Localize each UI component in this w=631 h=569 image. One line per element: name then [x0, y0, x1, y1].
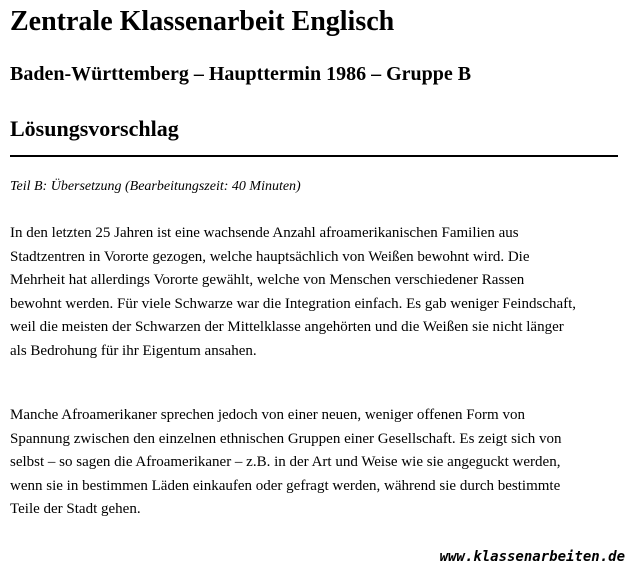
paragraph-line: als Bedrohung für ihr Eigentum ansahen.	[10, 342, 257, 359]
paragraph-line: Teile der Stadt gehen.	[10, 501, 141, 517]
paragraph-line: In den letzten 25 Jahren ist eine wachsende Anzahl afroamerikanischen Familien aus	[10, 225, 519, 241]
document-subtitle: Baden-Württemberg – Haupttermin 1986 – Gruppe B	[10, 63, 472, 85]
paragraph-line: Stadtzentren in Vororte gezogen, welche hauptsächlich von Weißen bewohnt wird. Die	[10, 248, 530, 265]
translation-paragraph-2	[10, 404, 562, 522]
paragraph-line: wenn sie in bestimmen Läden einkaufen oder gefragt werden, während sie durch bestimmte	[10, 477, 561, 494]
footer-website-brand: www.klassenarbeiten.de	[439, 549, 625, 565]
paragraph-line: Spannung zwischen den einzelnen ethnischen Gruppen einer Gesellschaft. Es zeigt sich von	[10, 430, 562, 447]
section-heading: Lösungsvorschlag	[10, 116, 179, 141]
task-description: Teil B: Übersetzung (Bearbeitungszeit: 40 Minuten)	[10, 179, 301, 194]
paragraph-line: Manche Afroamerikaner sprechen jedoch von einer neuen, weniger offenen Form von	[10, 407, 525, 423]
paragraph-line: selbst – so sagen die Afroamerikaner – z.B. in der Art und Weise wie sie angeguckt werden,	[10, 454, 561, 470]
paragraph-line: Mehrheit hat allerdings Vororte gewählt, welche von Menschen verschiedener Rassen	[10, 272, 525, 288]
heading-divider	[10, 155, 618, 157]
paragraph-line: bewohnt werden. Für viele Schwarze war die Integration einfach. Es gab weniger Feindschaft,	[10, 295, 577, 312]
translation-paragraph-1	[10, 222, 576, 363]
paragraph-line: weil die meisten der Schwarzen der Mittelklasse angehörten und die Weißen sie nicht länger	[10, 319, 564, 335]
document-title: Zentrale Klassenarbeit Englisch	[10, 6, 395, 37]
